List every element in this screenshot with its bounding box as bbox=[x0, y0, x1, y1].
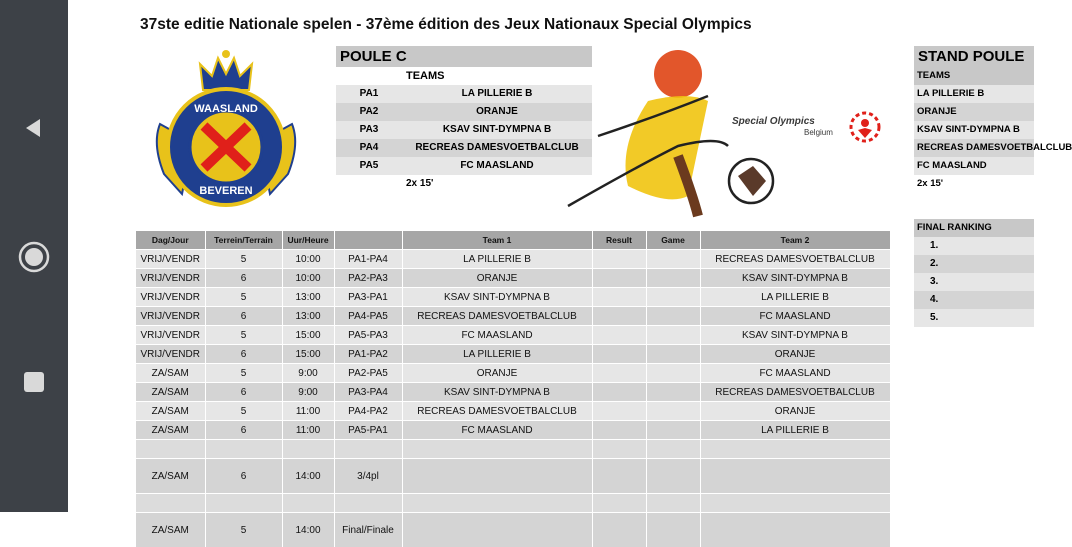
cell-field[interactable] bbox=[205, 494, 282, 513]
cell-time[interactable]: 14:00 bbox=[282, 459, 334, 494]
cell-team1[interactable] bbox=[402, 459, 592, 494]
cell-team1[interactable]: ORANJE bbox=[402, 364, 592, 383]
cell-game[interactable] bbox=[646, 250, 700, 269]
stand-team: RECREAS DAMESVOETBALCLUB bbox=[914, 139, 1034, 157]
schedule-row bbox=[136, 364, 890, 383]
cell-game[interactable] bbox=[646, 459, 700, 494]
rank-row: 4. bbox=[914, 291, 1034, 309]
logo-text-bottom: BEVEREN bbox=[199, 185, 252, 197]
stand-teams-label: TEAMS bbox=[914, 67, 1034, 85]
cell-match[interactable] bbox=[334, 494, 402, 513]
cell-field[interactable]: 5 bbox=[205, 364, 282, 383]
cell-result[interactable] bbox=[592, 250, 646, 269]
cell-field[interactable]: 6 bbox=[205, 307, 282, 326]
cell-team2[interactable]: ORANJE bbox=[700, 345, 890, 364]
cell-field[interactable]: 5 bbox=[205, 402, 282, 421]
header-team2: Team 2 bbox=[700, 231, 890, 250]
cell-day[interactable]: ZA/SAM bbox=[136, 383, 205, 402]
cell-game[interactable] bbox=[646, 307, 700, 326]
header-field: Terrein/Terrain bbox=[205, 231, 282, 250]
cell-result[interactable] bbox=[592, 421, 646, 440]
cell-field[interactable]: 6 bbox=[205, 383, 282, 402]
recents-button[interactable] bbox=[14, 362, 54, 402]
cell-time[interactable]: 15:00 bbox=[282, 345, 334, 364]
cell-game[interactable] bbox=[646, 494, 700, 513]
cell-day[interactable] bbox=[136, 440, 205, 459]
cell-team2[interactable] bbox=[700, 440, 890, 459]
rank-row: 1. bbox=[914, 237, 1034, 255]
final-ranking-label: FINAL RANKING bbox=[914, 219, 1034, 237]
cell-team2[interactable]: ORANJE bbox=[700, 402, 890, 421]
club-logo bbox=[148, 44, 304, 210]
cell-day[interactable]: VRIJ/VENDR bbox=[136, 326, 205, 345]
cell-team1[interactable]: ORANJE bbox=[402, 269, 592, 288]
cell-team1[interactable]: RECREAS DAMESVOETBALCLUB bbox=[402, 307, 592, 326]
back-button[interactable] bbox=[14, 108, 54, 148]
cell-team2[interactable]: LA PILLERIE B bbox=[700, 288, 890, 307]
schedule-header-row bbox=[136, 231, 890, 250]
cell-day[interactable]: ZA/SAM bbox=[136, 513, 205, 547]
poule-teams-box bbox=[336, 46, 592, 211]
cell-field[interactable]: 6 bbox=[205, 459, 282, 494]
stand-team: KSAV SINT-DYMPNA B bbox=[914, 121, 1034, 139]
cell-game[interactable] bbox=[646, 421, 700, 440]
cell-match[interactable]: PA3-PA4 bbox=[334, 383, 402, 402]
cell-day[interactable]: VRIJ/VENDR bbox=[136, 269, 205, 288]
logo-text-top: WAASLAND bbox=[194, 103, 258, 115]
cell-team1[interactable]: LA PILLERIE B bbox=[402, 250, 592, 269]
cell-match[interactable]: PA1-PA4 bbox=[334, 250, 402, 269]
cell-game[interactable] bbox=[646, 513, 700, 547]
schedule-row bbox=[136, 307, 890, 326]
schedule-row bbox=[136, 326, 890, 345]
schedule-row bbox=[136, 440, 890, 459]
cell-team1[interactable] bbox=[402, 440, 592, 459]
header-time: Uur/Heure bbox=[282, 231, 334, 250]
cell-time[interactable]: 9:00 bbox=[282, 364, 334, 383]
cell-time[interactable]: 13:00 bbox=[282, 288, 334, 307]
cell-team1[interactable]: RECREAS DAMESVOETBALCLUB bbox=[402, 402, 592, 421]
team-code: PA5 bbox=[336, 157, 402, 175]
cell-time[interactable]: 15:00 bbox=[282, 326, 334, 345]
cell-match[interactable]: PA5-PA1 bbox=[334, 421, 402, 440]
cell-game[interactable] bbox=[646, 364, 700, 383]
stand-team: ORANJE bbox=[914, 103, 1034, 121]
cell-game[interactable] bbox=[646, 402, 700, 421]
schedule-row bbox=[136, 513, 890, 547]
cell-result[interactable] bbox=[592, 402, 646, 421]
team-name: KSAV SINT-DYMPNA B bbox=[402, 121, 592, 139]
cell-time[interactable] bbox=[282, 440, 334, 459]
cell-field[interactable]: 6 bbox=[205, 345, 282, 364]
cell-team2[interactable]: RECREAS DAMESVOETBALCLUB bbox=[700, 250, 890, 269]
page-title: 37ste editie Nationale spelen - 37ème édition des Jeux Nationaux Special Olympics bbox=[140, 16, 752, 34]
cell-team2[interactable]: LA PILLERIE B bbox=[700, 421, 890, 440]
cell-team1[interactable]: KSAV SINT-DYMPNA B bbox=[402, 288, 592, 307]
cell-day[interactable]: ZA/SAM bbox=[136, 364, 205, 383]
team-code: PA2 bbox=[336, 103, 402, 121]
cell-result[interactable] bbox=[592, 345, 646, 364]
rank-row: 3. bbox=[914, 273, 1034, 291]
cell-day[interactable]: ZA/SAM bbox=[136, 402, 205, 421]
team-name: LA PILLERIE B bbox=[402, 85, 592, 103]
schedule-row bbox=[136, 459, 890, 494]
cell-time[interactable]: 11:00 bbox=[282, 421, 334, 440]
cell-team2[interactable]: FC MAASLAND bbox=[700, 364, 890, 383]
team-row bbox=[336, 139, 592, 157]
cell-team1[interactable] bbox=[402, 513, 592, 547]
cell-day[interactable]: VRIJ/VENDR bbox=[136, 288, 205, 307]
special-olympics-artwork bbox=[568, 46, 788, 226]
cell-time[interactable]: 13:00 bbox=[282, 307, 334, 326]
cell-team2[interactable] bbox=[700, 459, 890, 494]
cell-match[interactable]: PA4-PA5 bbox=[334, 307, 402, 326]
cell-team1[interactable]: KSAV SINT-DYMPNA B bbox=[402, 383, 592, 402]
back-icon bbox=[23, 117, 45, 139]
home-button[interactable] bbox=[14, 237, 54, 277]
cell-result[interactable] bbox=[592, 459, 646, 494]
cell-match[interactable]: PA2-PA3 bbox=[334, 269, 402, 288]
cell-field[interactable]: 5 bbox=[205, 288, 282, 307]
team-row bbox=[336, 157, 592, 175]
cell-result[interactable] bbox=[592, 269, 646, 288]
cell-field[interactable]: 5 bbox=[205, 326, 282, 345]
cell-team2[interactable]: FC MAASLAND bbox=[700, 307, 890, 326]
team-name: RECREAS DAMESVOETBALCLUB bbox=[402, 139, 592, 157]
cell-match[interactable] bbox=[334, 440, 402, 459]
schedule-row bbox=[136, 288, 890, 307]
cell-result[interactable] bbox=[592, 383, 646, 402]
cell-time[interactable]: 14:00 bbox=[282, 513, 334, 547]
teams-label: TEAMS bbox=[336, 67, 592, 85]
cell-day[interactable]: VRIJ/VENDR bbox=[136, 307, 205, 326]
cell-result[interactable] bbox=[592, 440, 646, 459]
schedule-row bbox=[136, 345, 890, 364]
header-team1: Team 1 bbox=[402, 231, 592, 250]
cell-match[interactable]: PA3-PA1 bbox=[334, 288, 402, 307]
team-code: PA4 bbox=[336, 139, 402, 157]
cell-day[interactable]: VRIJ/VENDR bbox=[136, 345, 205, 364]
rank-row: 5. bbox=[914, 309, 1034, 327]
special-olympics-country: Belgium bbox=[804, 128, 833, 137]
schedule-row bbox=[136, 250, 890, 269]
cell-result[interactable] bbox=[592, 513, 646, 547]
team-name: ORANJE bbox=[402, 103, 592, 121]
cell-result[interactable] bbox=[592, 364, 646, 383]
cell-match[interactable]: PA2-PA5 bbox=[334, 364, 402, 383]
home-icon bbox=[17, 240, 51, 274]
stand-heading: STAND POULE bbox=[914, 46, 1034, 67]
cell-game[interactable] bbox=[646, 440, 700, 459]
cell-field[interactable] bbox=[205, 440, 282, 459]
rank-row: 2. bbox=[914, 255, 1034, 273]
cell-game[interactable] bbox=[646, 345, 700, 364]
cell-time[interactable]: 11:00 bbox=[282, 402, 334, 421]
cell-time[interactable]: 9:00 bbox=[282, 383, 334, 402]
special-olympics-emblem bbox=[846, 108, 884, 146]
team-code: PA3 bbox=[336, 121, 402, 139]
stand-team: FC MAASLAND bbox=[914, 157, 1034, 175]
cell-match[interactable]: PA4-PA2 bbox=[334, 402, 402, 421]
cell-time[interactable] bbox=[282, 494, 334, 513]
cell-day[interactable]: ZA/SAM bbox=[136, 421, 205, 440]
schedule-row bbox=[136, 269, 890, 288]
cell-field[interactable]: 6 bbox=[205, 269, 282, 288]
team-row bbox=[336, 85, 592, 103]
cell-field[interactable]: 6 bbox=[205, 421, 282, 440]
cell-day[interactable]: VRIJ/VENDR bbox=[136, 250, 205, 269]
cell-team2[interactable]: KSAV SINT-DYMPNA B bbox=[700, 326, 890, 345]
cell-game[interactable] bbox=[646, 326, 700, 345]
cell-game[interactable] bbox=[646, 383, 700, 402]
cell-team1[interactable]: LA PILLERIE B bbox=[402, 345, 592, 364]
team-row bbox=[336, 103, 592, 121]
cell-team2[interactable]: KSAV SINT-DYMPNA B bbox=[700, 269, 890, 288]
cell-game[interactable] bbox=[646, 269, 700, 288]
cell-team1[interactable]: FC MAASLAND bbox=[402, 326, 592, 345]
cell-game[interactable] bbox=[646, 288, 700, 307]
android-nav-bar bbox=[0, 0, 68, 512]
team-row bbox=[336, 121, 592, 139]
stand-poule-box bbox=[914, 46, 1034, 327]
cell-team2[interactable] bbox=[700, 494, 890, 513]
header-match bbox=[334, 231, 402, 250]
cell-time[interactable]: 10:00 bbox=[282, 250, 334, 269]
cell-field[interactable]: 5 bbox=[205, 250, 282, 269]
schedule-row bbox=[136, 383, 890, 402]
cell-time[interactable]: 10:00 bbox=[282, 269, 334, 288]
cell-result[interactable] bbox=[592, 288, 646, 307]
cell-match[interactable]: PA5-PA3 bbox=[334, 326, 402, 345]
cell-result[interactable] bbox=[592, 326, 646, 345]
cell-team1[interactable] bbox=[402, 494, 592, 513]
stand-team: LA PILLERIE B bbox=[914, 85, 1034, 103]
match-duration: 2x 15' bbox=[336, 175, 592, 211]
cell-team2[interactable] bbox=[700, 513, 890, 547]
cell-day[interactable]: ZA/SAM bbox=[136, 459, 205, 494]
cell-match[interactable]: Final/Finale bbox=[334, 513, 402, 547]
header-result: Result bbox=[592, 231, 646, 250]
cell-result[interactable] bbox=[592, 307, 646, 326]
header-day: Dag/Jour bbox=[136, 231, 205, 250]
recents-icon bbox=[23, 371, 45, 393]
special-olympics-name: Special Olympics bbox=[732, 116, 815, 127]
cell-team1[interactable]: FC MAASLAND bbox=[402, 421, 592, 440]
team-code: PA1 bbox=[336, 85, 402, 103]
team-name: FC MAASLAND bbox=[402, 157, 592, 175]
stand-duration: 2x 15' bbox=[914, 175, 1034, 211]
cell-day[interactable] bbox=[136, 494, 205, 513]
cell-team2[interactable]: RECREAS DAMESVOETBALCLUB bbox=[700, 383, 890, 402]
header-game: Game bbox=[646, 231, 700, 250]
schedule-row bbox=[136, 494, 890, 513]
schedule-table bbox=[136, 231, 891, 547]
cell-result[interactable] bbox=[592, 494, 646, 513]
poule-heading: POULE C bbox=[336, 46, 592, 67]
cell-match[interactable]: 3/4pl bbox=[334, 459, 402, 494]
cell-field[interactable]: 5 bbox=[205, 513, 282, 547]
schedule-row bbox=[136, 421, 890, 440]
cell-match[interactable]: PA1-PA2 bbox=[334, 345, 402, 364]
schedule-row bbox=[136, 402, 890, 421]
spreadsheet-view[interactable] bbox=[68, 0, 1024, 512]
